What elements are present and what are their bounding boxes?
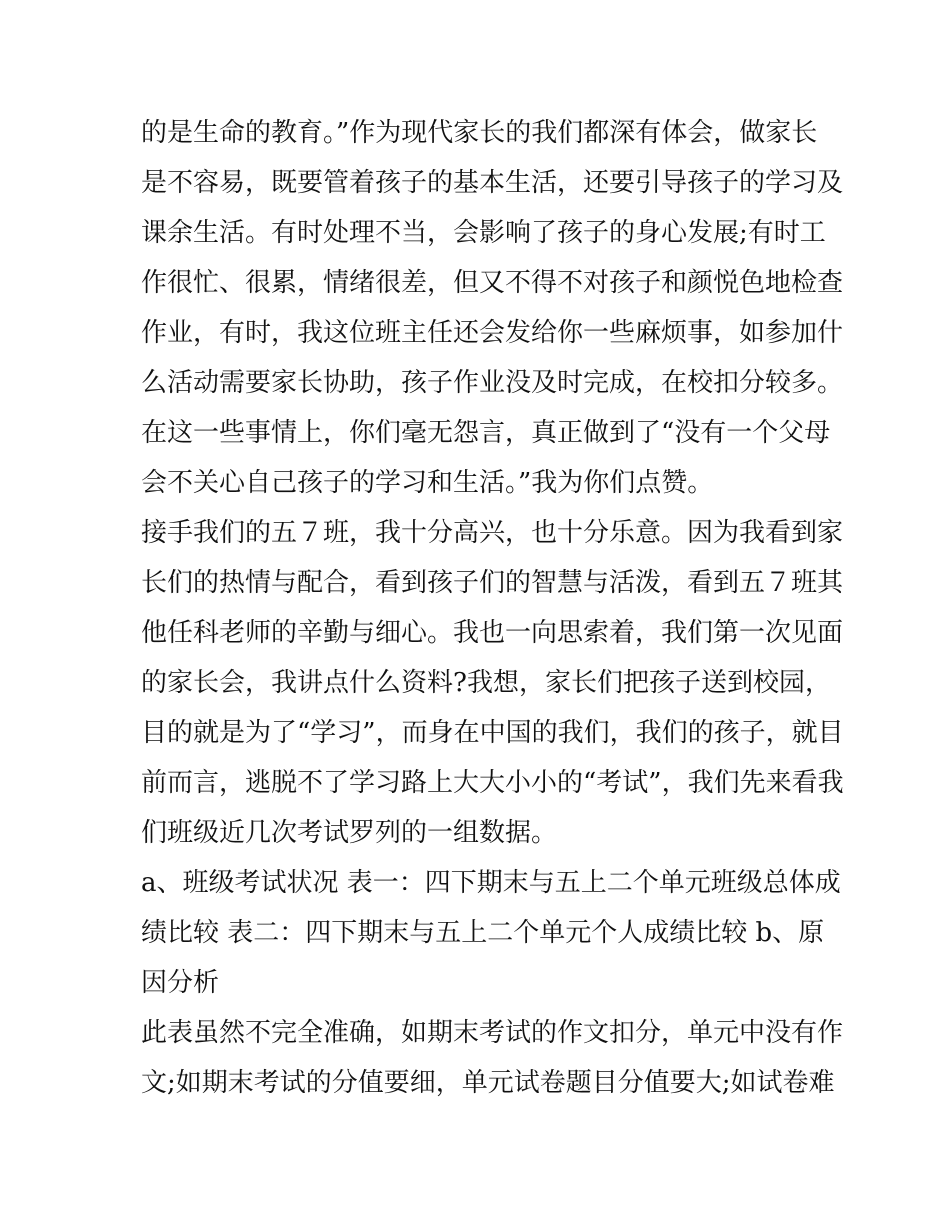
text-line: 接手我们的五７班，我十分高兴，也十分乐意。因为我看到家 [141,518,844,548]
text-line: 此表虽然不完全准确，如期末考试的作文扣分，单元中没有作 [141,1018,844,1048]
text-line: 因分析 [141,968,220,998]
text-line: 他任科老师的辛勤与细心。我也一向思索着，我们第一次见面 [141,618,844,648]
text-line: 的家长会，我讲点什么资料?我想，家长们把孩子送到校园， [141,668,831,698]
text-line: 文;如期末考试的分值要细，单元试卷题目分值要大;如试卷难 [141,1068,835,1098]
document-body-text [141,108,844,1108]
text-line: 绩比较 表二：四下期末与五上二个单元个人成绩比较 b、原 [141,918,825,948]
text-line: 么活动需要家长协助，孩子作业没及时完成，在校扣分较多。 [141,368,844,398]
text-line: 前而言，逃脱不了学习路上大大小小的“考试”，我们先来看我 [141,768,844,798]
text-line: 是不容易，既要管着孩子的基本生活，还要引导孩子的学习及 [141,168,844,198]
text-line: 作很忙、很累，情绪很差，但又不得不对孩子和颜悦色地检查 [141,268,844,298]
text-line: 们班级近几次考试罗列的一组数据。 [141,818,558,848]
text-line: 目的就是为了“学习”，而身在中国的我们，我们的孩子，就目 [141,718,844,748]
text-line: 的是生命的教育。”作为现代家长的我们都深有体会，做家长 [141,118,818,148]
text-line: 会不关心自己孩子的学习和生活。”我为你们点赞。 [141,468,714,498]
text-line: 长们的热情与配合，看到孩子们的智慧与活泼，看到五７班其 [141,568,844,598]
text-line: a、班级考试状况 表一：四下期末与五上二个单元班级总体成 [141,868,841,898]
text-line: 课余生活。有时处理不当，会影响了孩子的身心发展;有时工 [141,218,826,248]
text-line: 在这一些事情上，你们毫无怨言，真正做到了“没有一个父母 [141,418,831,448]
text-line: 作业，有时，我这位班主任还会发给你一些麻烦事，如参加什 [141,318,844,348]
